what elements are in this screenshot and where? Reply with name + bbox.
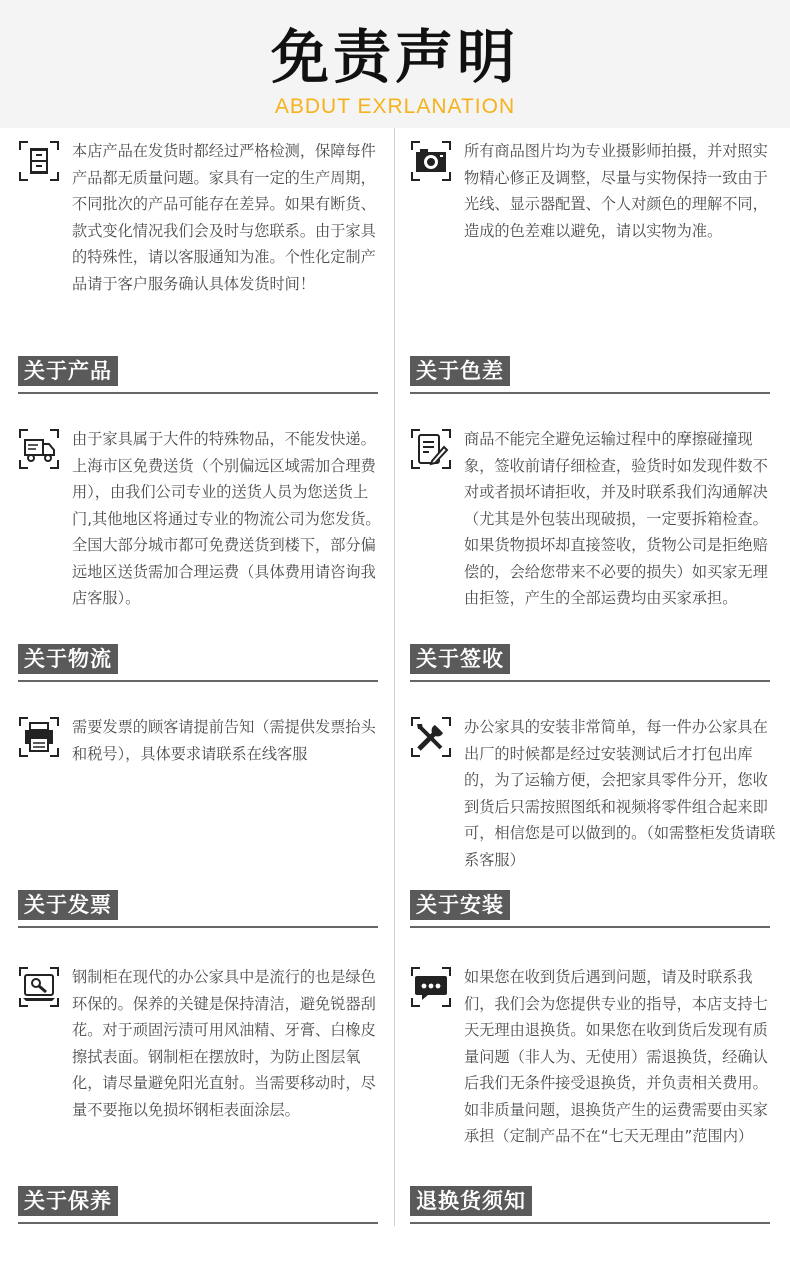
section-title: 关于保养 xyxy=(18,1186,118,1216)
camera-icon xyxy=(410,140,452,182)
sign-document-icon xyxy=(410,428,452,470)
section-header-returns xyxy=(410,1186,770,1226)
section-rule xyxy=(18,1222,378,1224)
page-subtitle: ABDUT EXRLANATION xyxy=(274,95,516,118)
section-title: 关于色差 xyxy=(410,356,510,386)
info-block-signing xyxy=(410,426,780,641)
section-title: 退换货须知 xyxy=(410,1186,532,1216)
info-text: 办公家具的安装非常简单，每一件办公家具在出厂的时候都是经过安装测试后才打包出库的，为了运输方便，会把家具零件分开，您收到货后只需按照图纸和视频将零件组合起来即可，相信您是可以做到的。（如需整柜发货请联系客服） xyxy=(464,718,776,869)
info-block-installation xyxy=(410,714,780,884)
cabinet-icon xyxy=(18,140,60,182)
section-title: 关于物流 xyxy=(18,644,118,674)
maintenance-icon xyxy=(18,966,60,1008)
chat-icon xyxy=(410,966,452,1008)
section-rule xyxy=(410,1222,770,1224)
info-text: 本店产品在发货时都经过严格检测，保障每件产品都无质量问题。家具有一定的生产周期，不同批次的产品可能存在差异。如果有断货、款式变化情况我们会及时与您联系。由于家具的特殊性，请以客服通知为准。个性化定制产品请于客户服务确认具体发货时间！ xyxy=(72,142,376,293)
section-rule xyxy=(18,680,378,682)
section-title: 关于安装 xyxy=(410,890,510,920)
page-title: 免责声明 xyxy=(270,23,519,91)
info-text: 需要发票的顾客请提前告知（需提供发票抬头和税号），具体要求请联系在线客服 xyxy=(72,718,376,763)
section-rule xyxy=(410,926,770,928)
section-header-maintenance xyxy=(18,1186,378,1226)
section-title: 关于签收 xyxy=(410,644,510,674)
info-text: 钢制柜在现代的办公家具中是流行的也是绿色环保的。保养的关键是保持清洁，避免锐器刮花。对于顽固污渍可用风油精、牙膏、白橡皮擦拭表面。钢制柜在摆放时，为防止图层氧化，请尽量避免阳光直射。当需要移动时，尽量不要拖以免损坏钢柜表面涂层。 xyxy=(72,968,376,1119)
info-block-returns xyxy=(410,964,780,1179)
section-rule xyxy=(18,392,378,394)
section-rule xyxy=(410,392,770,394)
section-header-color xyxy=(410,356,770,396)
section-title: 关于产品 xyxy=(18,356,118,386)
tools-icon xyxy=(410,716,452,758)
section-header-signing xyxy=(410,644,770,684)
section-header-invoice xyxy=(18,890,378,930)
info-text: 如果您在收到货后遇到问题，请及时联系我们，我们会为您提供专业的指导，本店支持七天无理由退换货。如果您在收到货后发现有质量问题（非人为、无使用）需退换货，经确认后我们无条件接受退换货，并负责相关费用。如非质量问题，退换货产生的运费需要由买家承担（定制产品不在“七天无理由”范围内） xyxy=(464,968,768,1145)
section-header-product xyxy=(18,356,378,396)
info-text: 商品不能完全避免运输过程中的摩擦碰撞现象，签收前请仔细检查，验货时如发现件数不对或者损坏请拒收，并及时联系我们沟通解决（尤其是外包装出现破损，一定要拆箱检查。如果货物损坏却直接签收，货物公司是拒绝赔偿的，会给您带来不必要的损失）如买家无理由拒签，产生的全部运费均由买家承担。 xyxy=(464,430,768,607)
printer-icon xyxy=(18,716,60,758)
info-block-maintenance xyxy=(18,964,388,1164)
section-header-installation xyxy=(410,890,770,930)
info-block-invoice xyxy=(18,714,388,794)
column-divider xyxy=(394,128,395,1226)
info-text: 由于家具属于大件的特殊物品，不能发快递。上海市区免费送货（个别偏远区域需加合理费用），由我们公司专业的送货人员为您送货上门,其他地区将通过专业的物流公司为您发货。全国大部分城市都可免费送货到楼下，部分偏远地区送货需加合理运费（具体费用请咨询我店客服）。 xyxy=(72,430,381,607)
header xyxy=(0,0,790,128)
info-text: 所有商品图片均为专业摄影师拍摄，并对照实物精心修正及调整，尽量与实物保持一致由于光线、显示器配置、个人对颜色的理解不同，造成的色差难以避免，请以实物为准。 xyxy=(464,142,768,240)
truck-icon xyxy=(18,428,60,470)
section-rule xyxy=(18,926,378,928)
section-title: 关于发票 xyxy=(18,890,118,920)
info-block-color xyxy=(410,138,780,348)
info-block-logistics xyxy=(18,426,388,636)
section-header-logistics xyxy=(18,644,378,684)
section-rule xyxy=(410,680,770,682)
